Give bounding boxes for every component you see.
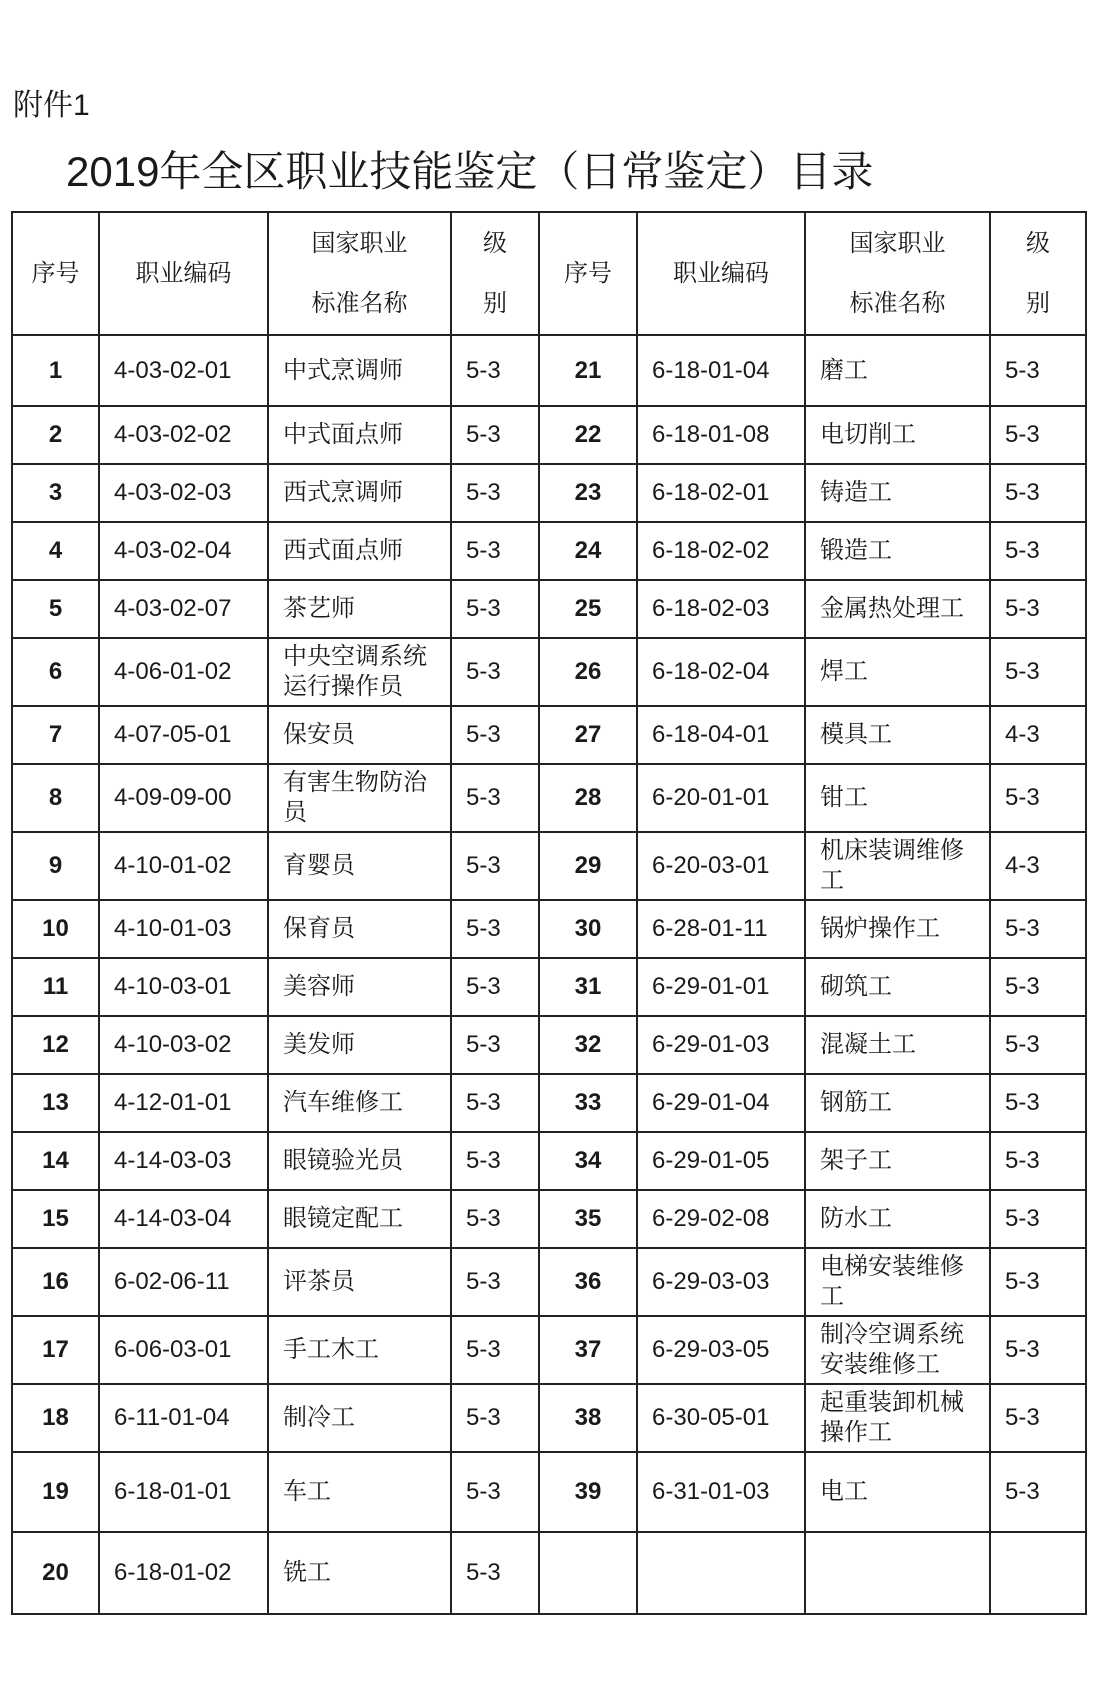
seq-cell: 30 xyxy=(539,900,637,958)
empty-cell xyxy=(805,1532,990,1614)
seq-cell: 27 xyxy=(539,706,637,764)
seq-cell: 21 xyxy=(539,335,637,406)
seq-cell: 26 xyxy=(539,638,637,706)
table-row xyxy=(12,1316,1086,1384)
level-cell: 5-3 xyxy=(990,638,1086,706)
header-code: 职业编码 xyxy=(637,212,805,335)
header-name xyxy=(805,212,990,335)
seq-cell: 39 xyxy=(539,1452,637,1532)
table-row xyxy=(12,706,1086,764)
table-row xyxy=(12,1452,1086,1532)
empty-cell xyxy=(990,1532,1086,1614)
level-cell: 5-3 xyxy=(451,1132,539,1190)
level-cell: 5-3 xyxy=(990,1132,1086,1190)
seq-cell: 16 xyxy=(12,1248,99,1316)
code-cell: 6-30-05-01 xyxy=(637,1384,805,1452)
header-name-line: 国家职业 xyxy=(849,229,946,257)
header-name xyxy=(268,212,451,335)
header-seq: 序号 xyxy=(539,212,637,335)
name-cell: 电工 xyxy=(805,1452,990,1532)
name-cell: 钢筋工 xyxy=(805,1074,990,1132)
table-row xyxy=(12,958,1086,1016)
level-cell: 5-3 xyxy=(451,1532,539,1614)
name-cell: 眼镜验光员 xyxy=(268,1132,451,1190)
seq-cell: 9 xyxy=(12,832,99,900)
code-cell: 6-29-01-04 xyxy=(637,1074,805,1132)
code-cell: 4-07-05-01 xyxy=(99,706,268,764)
code-cell: 6-29-01-05 xyxy=(637,1132,805,1190)
code-cell: 4-03-02-03 xyxy=(99,464,268,522)
level-cell: 5-3 xyxy=(990,1452,1086,1532)
table-row xyxy=(12,1016,1086,1074)
code-cell: 4-10-01-02 xyxy=(99,832,268,900)
name-cell: 起重装卸机械操作工 xyxy=(805,1384,990,1452)
code-cell: 6-18-01-04 xyxy=(637,335,805,406)
name-cell: 电切削工 xyxy=(805,406,990,464)
code-cell: 6-28-01-11 xyxy=(637,900,805,958)
table-header-row xyxy=(12,212,1086,335)
level-cell: 5-3 xyxy=(990,1074,1086,1132)
name-cell: 混凝土工 xyxy=(805,1016,990,1074)
name-cell: 锻造工 xyxy=(805,522,990,580)
code-cell: 4-10-03-01 xyxy=(99,958,268,1016)
name-cell: 中央空调系统运行操作员 xyxy=(268,638,451,706)
seq-cell: 24 xyxy=(539,522,637,580)
code-cell: 6-18-02-02 xyxy=(637,522,805,580)
name-cell: 铣工 xyxy=(268,1532,451,1614)
code-cell: 4-10-03-02 xyxy=(99,1016,268,1074)
header-level-line: 级 xyxy=(483,229,507,257)
code-cell: 6-18-04-01 xyxy=(637,706,805,764)
code-cell: 6-29-02-08 xyxy=(637,1190,805,1248)
header-name-line: 标准名称 xyxy=(311,289,408,317)
seq-cell: 28 xyxy=(539,764,637,832)
name-cell: 砌筑工 xyxy=(805,958,990,1016)
table-row xyxy=(12,580,1086,638)
code-cell: 6-29-01-01 xyxy=(637,958,805,1016)
attachment-label: 附件1 xyxy=(13,89,90,122)
level-cell: 5-3 xyxy=(990,406,1086,464)
level-cell: 5-3 xyxy=(451,1248,539,1316)
level-cell: 5-3 xyxy=(451,638,539,706)
table-row xyxy=(12,1190,1086,1248)
table-row xyxy=(12,522,1086,580)
seq-cell: 34 xyxy=(539,1132,637,1190)
code-cell: 6-29-03-03 xyxy=(637,1248,805,1316)
level-cell: 5-3 xyxy=(451,832,539,900)
name-cell: 锅炉操作工 xyxy=(805,900,990,958)
code-cell: 6-18-02-03 xyxy=(637,580,805,638)
code-cell: 6-18-01-08 xyxy=(637,406,805,464)
seq-cell: 5 xyxy=(12,580,99,638)
seq-cell: 36 xyxy=(539,1248,637,1316)
empty-cell xyxy=(637,1532,805,1614)
code-cell: 4-03-02-04 xyxy=(99,522,268,580)
name-cell: 美发师 xyxy=(268,1016,451,1074)
table-row xyxy=(12,832,1086,900)
code-cell: 6-20-01-01 xyxy=(637,764,805,832)
name-cell: 制冷工 xyxy=(268,1384,451,1452)
seq-cell: 35 xyxy=(539,1190,637,1248)
name-cell: 眼镜定配工 xyxy=(268,1190,451,1248)
name-cell: 中式烹调师 xyxy=(268,335,451,406)
level-cell: 5-3 xyxy=(451,1384,539,1452)
seq-cell: 8 xyxy=(12,764,99,832)
seq-cell: 10 xyxy=(12,900,99,958)
level-cell: 5-3 xyxy=(990,464,1086,522)
name-cell: 制冷空调系统安装维修工 xyxy=(805,1316,990,1384)
seq-cell: 13 xyxy=(12,1074,99,1132)
seq-cell: 29 xyxy=(539,832,637,900)
name-cell: 西式面点师 xyxy=(268,522,451,580)
code-cell: 6-06-03-01 xyxy=(99,1316,268,1384)
code-cell: 6-02-06-11 xyxy=(99,1248,268,1316)
name-cell: 西式烹调师 xyxy=(268,464,451,522)
level-cell: 5-3 xyxy=(451,900,539,958)
header-level-line: 别 xyxy=(483,289,507,317)
seq-cell: 11 xyxy=(12,958,99,1016)
seq-cell: 6 xyxy=(12,638,99,706)
level-cell: 5-3 xyxy=(451,406,539,464)
table-row xyxy=(12,335,1086,406)
seq-cell: 20 xyxy=(12,1532,99,1614)
table-row xyxy=(12,406,1086,464)
code-cell: 4-12-01-01 xyxy=(99,1074,268,1132)
seq-cell: 17 xyxy=(12,1316,99,1384)
name-cell: 有害生物防治员 xyxy=(268,764,451,832)
seq-cell: 22 xyxy=(539,406,637,464)
level-cell: 5-3 xyxy=(990,580,1086,638)
code-cell: 6-29-01-03 xyxy=(637,1016,805,1074)
name-cell: 架子工 xyxy=(805,1132,990,1190)
code-cell: 6-31-01-03 xyxy=(637,1452,805,1532)
seq-cell: 32 xyxy=(539,1016,637,1074)
level-cell: 5-3 xyxy=(451,464,539,522)
seq-cell: 3 xyxy=(12,464,99,522)
level-cell: 5-3 xyxy=(451,958,539,1016)
level-cell: 5-3 xyxy=(451,1316,539,1384)
name-cell: 车工 xyxy=(268,1452,451,1532)
code-cell: 4-14-03-04 xyxy=(99,1190,268,1248)
code-cell: 4-03-02-01 xyxy=(99,335,268,406)
name-cell: 茶艺师 xyxy=(268,580,451,638)
seq-cell: 19 xyxy=(12,1452,99,1532)
seq-cell: 4 xyxy=(12,522,99,580)
seq-cell: 14 xyxy=(12,1132,99,1190)
level-cell: 4-3 xyxy=(990,832,1086,900)
name-cell: 焊工 xyxy=(805,638,990,706)
level-cell: 5-3 xyxy=(990,1248,1086,1316)
level-cell: 5-3 xyxy=(990,900,1086,958)
seq-cell: 7 xyxy=(12,706,99,764)
table-row xyxy=(12,764,1086,832)
level-cell: 5-3 xyxy=(451,1452,539,1532)
level-cell: 5-3 xyxy=(990,764,1086,832)
name-cell: 中式面点师 xyxy=(268,406,451,464)
seq-cell: 38 xyxy=(539,1384,637,1452)
name-cell: 保安员 xyxy=(268,706,451,764)
name-cell: 铸造工 xyxy=(805,464,990,522)
level-cell: 5-3 xyxy=(451,580,539,638)
seq-cell: 25 xyxy=(539,580,637,638)
code-cell: 6-11-01-04 xyxy=(99,1384,268,1452)
seq-cell: 33 xyxy=(539,1074,637,1132)
code-cell: 4-06-01-02 xyxy=(99,638,268,706)
name-cell: 金属热处理工 xyxy=(805,580,990,638)
name-cell: 美容师 xyxy=(268,958,451,1016)
name-cell: 机床装调维修工 xyxy=(805,832,990,900)
seq-cell: 1 xyxy=(12,335,99,406)
document-title: 2019年全区职业技能鉴定（日常鉴定）目录 xyxy=(66,148,874,195)
table-row xyxy=(12,1532,1086,1614)
header-name-line: 国家职业 xyxy=(311,229,408,257)
code-cell: 4-09-09-00 xyxy=(99,764,268,832)
name-cell: 育婴员 xyxy=(268,832,451,900)
code-cell: 4-03-02-07 xyxy=(99,580,268,638)
name-cell: 汽车维修工 xyxy=(268,1074,451,1132)
code-cell: 6-18-01-02 xyxy=(99,1532,268,1614)
name-cell: 电梯安装维修工 xyxy=(805,1248,990,1316)
seq-cell: 2 xyxy=(12,406,99,464)
seq-cell: 18 xyxy=(12,1384,99,1452)
name-cell: 保育员 xyxy=(268,900,451,958)
code-cell: 6-29-03-05 xyxy=(637,1316,805,1384)
level-cell: 5-3 xyxy=(990,335,1086,406)
header-level-line: 别 xyxy=(1026,289,1050,317)
name-cell: 手工木工 xyxy=(268,1316,451,1384)
code-cell: 4-10-01-03 xyxy=(99,900,268,958)
header-level xyxy=(451,212,539,335)
table-row xyxy=(12,1132,1086,1190)
table-row xyxy=(12,464,1086,522)
level-cell: 5-3 xyxy=(990,1016,1086,1074)
header-level-line: 级 xyxy=(1026,229,1050,257)
header-code: 职业编码 xyxy=(99,212,268,335)
level-cell: 5-3 xyxy=(990,522,1086,580)
level-cell: 5-3 xyxy=(451,335,539,406)
seq-cell: 37 xyxy=(539,1316,637,1384)
header-level xyxy=(990,212,1086,335)
level-cell: 5-3 xyxy=(990,1190,1086,1248)
code-cell: 6-18-02-04 xyxy=(637,638,805,706)
level-cell: 5-3 xyxy=(990,958,1086,1016)
level-cell: 5-3 xyxy=(990,1384,1086,1452)
level-cell: 5-3 xyxy=(451,1190,539,1248)
code-cell: 4-03-02-02 xyxy=(99,406,268,464)
level-cell: 5-3 xyxy=(451,522,539,580)
code-cell: 6-18-01-01 xyxy=(99,1452,268,1532)
seq-cell: 15 xyxy=(12,1190,99,1248)
header-seq: 序号 xyxy=(12,212,99,335)
header-name-line: 标准名称 xyxy=(849,289,946,317)
seq-cell: 31 xyxy=(539,958,637,1016)
table-row xyxy=(12,638,1086,706)
level-cell: 4-3 xyxy=(990,706,1086,764)
name-cell: 磨工 xyxy=(805,335,990,406)
occupation-table xyxy=(11,211,1087,1615)
code-cell: 4-14-03-03 xyxy=(99,1132,268,1190)
name-cell: 钳工 xyxy=(805,764,990,832)
name-cell: 评茶员 xyxy=(268,1248,451,1316)
table-row xyxy=(12,1248,1086,1316)
code-cell: 6-18-02-01 xyxy=(637,464,805,522)
empty-cell xyxy=(539,1532,637,1614)
name-cell: 防水工 xyxy=(805,1190,990,1248)
level-cell: 5-3 xyxy=(451,706,539,764)
seq-cell: 23 xyxy=(539,464,637,522)
level-cell: 5-3 xyxy=(990,1316,1086,1384)
table-row xyxy=(12,1074,1086,1132)
level-cell: 5-3 xyxy=(451,1016,539,1074)
level-cell: 5-3 xyxy=(451,1074,539,1132)
level-cell: 5-3 xyxy=(451,764,539,832)
code-cell: 6-20-03-01 xyxy=(637,832,805,900)
seq-cell: 12 xyxy=(12,1016,99,1074)
table-row xyxy=(12,900,1086,958)
table-row xyxy=(12,1384,1086,1452)
name-cell: 模具工 xyxy=(805,706,990,764)
